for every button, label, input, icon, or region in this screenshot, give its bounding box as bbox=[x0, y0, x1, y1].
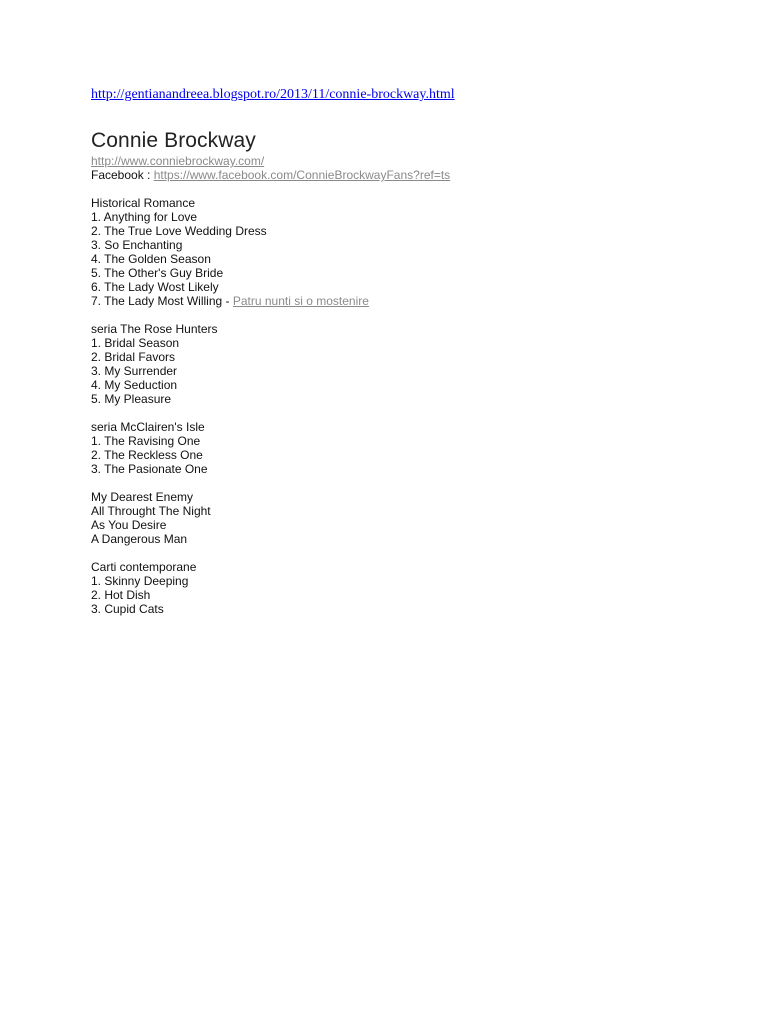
website-link[interactable]: http://www.conniebrockway.com/ bbox=[91, 154, 265, 168]
list-item: 5. The Other's Guy Bride bbox=[91, 266, 224, 280]
author-title: Connie Brockway bbox=[91, 129, 256, 152]
list-item: 5. My Pleasure bbox=[91, 392, 172, 406]
list-item: 2. Bridal Favors bbox=[91, 350, 176, 364]
section-heading: My Dearest Enemy bbox=[91, 490, 194, 504]
spacer bbox=[91, 182, 731, 196]
section-heading: Carti contemporane bbox=[91, 560, 197, 574]
list-item: All Throught The Night bbox=[91, 504, 211, 518]
spacer bbox=[91, 476, 731, 490]
list-item: 1. The Ravising One bbox=[91, 434, 201, 448]
list-item: 2. The Reckless One bbox=[91, 448, 203, 462]
translation-link[interactable]: Patru nunti si o mostenire bbox=[232, 294, 369, 308]
list-item: 4. My Seduction bbox=[91, 378, 178, 392]
section-historical-romance bbox=[91, 196, 731, 308]
source-url-link[interactable]: http://gentianandreea.blogspot.ro/2013/11/connie-brockway.html bbox=[91, 87, 455, 102]
list-item-with-link bbox=[91, 294, 731, 308]
list-item: 3. The Pasionate One bbox=[91, 462, 208, 476]
section-heading: seria The Rose Hunters bbox=[91, 322, 218, 336]
list-item: 3. So Enchanting bbox=[91, 238, 183, 252]
list-item-text: 7. The Lady Most Willing - bbox=[91, 294, 233, 308]
list-item: As You Desire bbox=[91, 518, 167, 532]
facebook-line bbox=[91, 168, 731, 182]
list-item: 3. My Surrender bbox=[91, 364, 178, 378]
website-line bbox=[91, 154, 731, 168]
section-heading: seria McClairen's Isle bbox=[91, 420, 205, 434]
list-item: 1. Anything for Love bbox=[91, 210, 198, 224]
spacer bbox=[91, 308, 731, 322]
section-contemporary bbox=[91, 560, 731, 616]
spacer bbox=[91, 406, 731, 420]
list-item: 3. Cupid Cats bbox=[91, 602, 164, 616]
section-heading: Historical Romance bbox=[91, 196, 196, 210]
list-item: 2. Hot Dish bbox=[91, 588, 151, 602]
list-item: 4. The Golden Season bbox=[91, 252, 211, 266]
spacer bbox=[91, 546, 731, 560]
section-standalones bbox=[91, 490, 731, 546]
facebook-link[interactable]: https://www.facebook.com/ConnieBrockwayFans?ref=ts bbox=[153, 168, 451, 182]
document-content bbox=[91, 128, 731, 616]
section-mcclairens-isle bbox=[91, 420, 731, 476]
section-rose-hunters bbox=[91, 322, 731, 406]
list-item: 6. The Lady Wost Likely bbox=[91, 280, 219, 294]
list-item: 2. The True Love Wedding Dress bbox=[91, 224, 267, 238]
list-item: 1. Bridal Season bbox=[91, 336, 180, 350]
list-item: 1. Skinny Deeping bbox=[91, 574, 189, 588]
list-item: A Dangerous Man bbox=[91, 532, 188, 546]
facebook-label: Facebook : bbox=[91, 168, 154, 182]
